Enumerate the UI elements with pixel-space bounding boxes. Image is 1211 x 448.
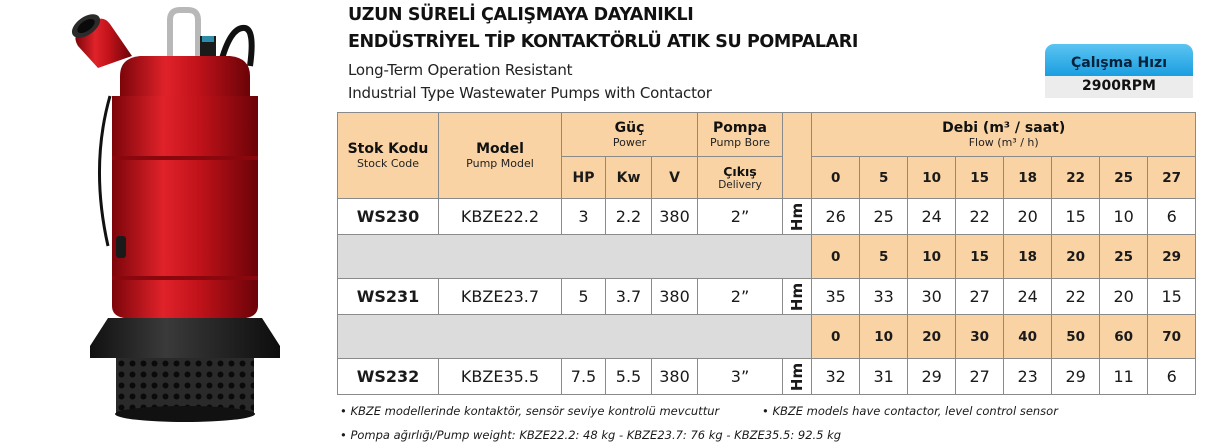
- header-pump: [698, 113, 783, 157]
- head-value: 31: [860, 359, 908, 395]
- flow-value: 18: [1004, 235, 1052, 279]
- delivery-cell: 3”: [698, 359, 783, 395]
- hm-label: [783, 279, 812, 315]
- head-value: 15: [1148, 279, 1196, 315]
- head-value: 15: [1052, 199, 1100, 235]
- header-delivery-label: Çıkış: [723, 164, 757, 179]
- flow-value: 50: [1052, 315, 1100, 359]
- flow-value: 15: [956, 157, 1004, 199]
- flow-value: 0: [812, 235, 860, 279]
- pump-image: [50, 6, 310, 426]
- model-cell: KBZE23.7: [439, 279, 562, 315]
- kw-cell: 2.2: [606, 199, 652, 235]
- flow-value: 20: [908, 315, 956, 359]
- header-v: V: [652, 157, 698, 199]
- flow-value: 5: [860, 157, 908, 199]
- header-delivery: [698, 157, 783, 199]
- speed-badge: [1045, 44, 1193, 98]
- hp-cell: 7.5: [562, 359, 606, 395]
- header-model: [439, 113, 562, 199]
- table-row: [338, 359, 1196, 395]
- v-cell: 380: [652, 359, 698, 395]
- speed-badge-label: Çalışma Hızı: [1045, 44, 1193, 76]
- header-stock-code: [338, 113, 439, 199]
- model-cell: KBZE22.2: [439, 199, 562, 235]
- header-model-label: Model: [476, 141, 524, 157]
- header-hm-spacer: [783, 113, 812, 199]
- head-value: 35: [812, 279, 860, 315]
- flow-value: 10: [860, 315, 908, 359]
- note-weight: • Pompa ağırlığı/Pump weight: KBZE22.2: 48 kg - KBZE23.7: 76 kg - KBZE35.5: 92.5 kg: [340, 428, 842, 442]
- hm-label: [783, 199, 812, 235]
- head-value: 10: [1100, 199, 1148, 235]
- flow-value: 0: [812, 157, 860, 199]
- header-stock-code-en: Stock Code: [356, 157, 420, 170]
- speed-badge-value: 2900RPM: [1045, 76, 1193, 98]
- note-contactor-tr: • KBZE modellerinde kontaktör, sensör seviye kontrolü mevcuttur: [340, 404, 720, 418]
- head-value: 11: [1100, 359, 1148, 395]
- head-value: 6: [1148, 199, 1196, 235]
- header-flow-label: Debi (m³ / saat): [942, 120, 1066, 136]
- header-pump-label: Pompa: [713, 120, 767, 136]
- flow-value: 29: [1148, 235, 1196, 279]
- flow-value: 22: [1052, 157, 1100, 199]
- head-value: 24: [908, 199, 956, 235]
- head-value: 20: [1100, 279, 1148, 315]
- model-cell: KBZE35.5: [439, 359, 562, 395]
- head-value: 27: [956, 359, 1004, 395]
- head-value: 30: [908, 279, 956, 315]
- flow-value: 10: [908, 235, 956, 279]
- flow-value: 10: [908, 157, 956, 199]
- head-value: 20: [1004, 199, 1052, 235]
- head-value: 33: [860, 279, 908, 315]
- hp-cell: 3: [562, 199, 606, 235]
- head-value: 26: [812, 199, 860, 235]
- header-flow-en: Flow (m³ / h): [968, 136, 1039, 149]
- kw-cell: 5.5: [606, 359, 652, 395]
- title-en-line2: Industrial Type Wastewater Pumps with Contactor: [348, 84, 712, 102]
- header-kw: Kw: [606, 157, 652, 199]
- header-stock-code-label: Stok Kodu: [347, 141, 429, 157]
- flow-value: 15: [956, 235, 1004, 279]
- flow-value: 25: [1100, 157, 1148, 199]
- flow-value: 70: [1148, 315, 1196, 359]
- header-power-label: Güç: [614, 120, 645, 136]
- hm-label: [783, 359, 812, 395]
- head-value: 22: [956, 199, 1004, 235]
- flow-value: 25: [1100, 235, 1148, 279]
- delivery-cell: 2”: [698, 199, 783, 235]
- hm-label-text: Hm: [788, 282, 807, 311]
- v-cell: 380: [652, 279, 698, 315]
- hm-label-text: Hm: [788, 362, 807, 391]
- table-row: [338, 199, 1196, 235]
- head-value: 27: [956, 279, 1004, 315]
- delivery-cell: 2”: [698, 279, 783, 315]
- header-power: [562, 113, 698, 157]
- head-value: 6: [1148, 359, 1196, 395]
- header-power-en: Power: [612, 136, 647, 149]
- hm-label-text: Hm: [788, 202, 807, 231]
- spacer-cell: [338, 315, 812, 359]
- head-value: 22: [1052, 279, 1100, 315]
- header-model-en: Pump Model: [466, 157, 534, 170]
- head-value: 25: [860, 199, 908, 235]
- stock-code-cell: WS232: [338, 359, 439, 395]
- table-row: [338, 279, 1196, 315]
- spec-table: [337, 112, 1196, 395]
- flow-value: 20: [1052, 235, 1100, 279]
- flow-value: 0: [812, 315, 860, 359]
- flow-value: 30: [956, 315, 1004, 359]
- v-cell: 380: [652, 199, 698, 235]
- title-tr-line2: ENDÜSTRİYEL TİP KONTAKTÖRLÜ ATIK SU POMPALARI: [348, 32, 858, 52]
- flow-value: 60: [1100, 315, 1148, 359]
- kw-cell: 3.7: [606, 279, 652, 315]
- flow-value: 18: [1004, 157, 1052, 199]
- head-value: 24: [1004, 279, 1052, 315]
- head-value: 32: [812, 359, 860, 395]
- stock-code-cell: WS230: [338, 199, 439, 235]
- title-en-line1: Long-Term Operation Resistant: [348, 61, 573, 79]
- header-flow: [812, 113, 1196, 157]
- flow-value: 5: [860, 235, 908, 279]
- flow-value: 27: [1148, 157, 1196, 199]
- stock-code-cell: WS231: [338, 279, 439, 315]
- header-pump-en: Pump Bore: [710, 136, 770, 149]
- head-value: 29: [908, 359, 956, 395]
- hp-cell: 5: [562, 279, 606, 315]
- head-value: 23: [1004, 359, 1052, 395]
- flow-value: 40: [1004, 315, 1052, 359]
- title-tr-line1: UZUN SÜRELİ ÇALIŞMAYA DAYANIKLI: [348, 5, 694, 25]
- header-delivery-en: Delivery: [718, 179, 762, 191]
- head-value: 29: [1052, 359, 1100, 395]
- header-hp: HP: [562, 157, 606, 199]
- note-contactor-en: • KBZE models have contactor, level control sensor: [762, 404, 1058, 418]
- spacer-cell: [338, 235, 812, 279]
